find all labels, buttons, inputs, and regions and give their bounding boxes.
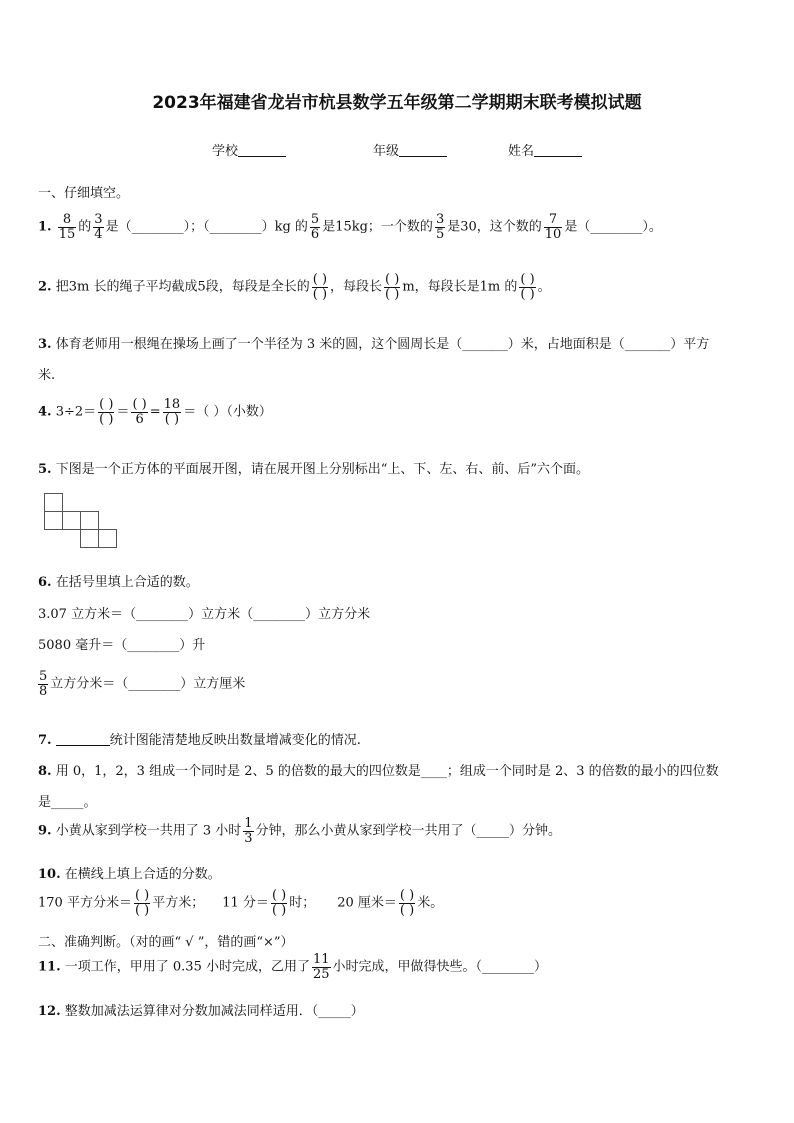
q7-number: 7. [38, 733, 52, 748]
q4-equals-2: = [149, 404, 161, 420]
question-4 [38, 398, 272, 426]
q11-number: 11. [38, 959, 61, 975]
info-grade [373, 140, 447, 159]
q1-text-4: 是30，这个数的 [447, 219, 542, 235]
net-cell [80, 511, 99, 530]
q9-fraction [243, 817, 253, 845]
q10-answer-fraction-b[interactable] [271, 889, 287, 917]
q1-text-5: 是（________）。 [564, 219, 662, 235]
info-name [508, 140, 582, 159]
frac-num: 5 [310, 212, 320, 227]
q2-text-2: ，每段长 [330, 279, 383, 295]
frac-num: ( ) [520, 272, 535, 287]
q5-number: 5. [38, 462, 52, 477]
frac-num: ( ) [132, 397, 147, 412]
school-blank[interactable] [238, 155, 286, 157]
question-11 [38, 953, 547, 981]
q9-text-2: 分钟，那么小黄从家到学校一共用了（_____）分钟。 [255, 823, 562, 839]
q10-items [38, 889, 443, 917]
q6-line-1: 3.07 立方米＝（________）立方米（________）立方分米 [38, 607, 371, 622]
frac-den: 10 [544, 226, 562, 242]
question-9 [38, 817, 561, 845]
frac-num: ( ) [312, 272, 328, 287]
frac-num: ( ) [99, 397, 114, 412]
q2-answer-fraction-1[interactable] [312, 273, 328, 301]
q10-answer-fraction-c[interactable] [399, 889, 415, 917]
question-10 [38, 863, 221, 882]
q1-fraction-5 [544, 213, 563, 241]
q4-equals-1: ＝ [116, 404, 130, 420]
q2-text-1: 把3m 长的绳子平均截成5段，每段是全长的 [55, 279, 310, 295]
question-1 [38, 213, 662, 241]
info-school [212, 140, 286, 159]
q2-answer-fraction-3[interactable] [519, 273, 535, 301]
q4-expression-start: 3÷2＝ [55, 404, 97, 420]
q11-fraction [312, 953, 331, 981]
frac-num: 7 [544, 213, 563, 228]
frac-num: 3 [435, 212, 445, 227]
q6-fraction [38, 670, 48, 698]
q10-number: 10. [38, 867, 61, 882]
q3-text: 体育老师用一根绳在操场上画了一个半径为 3 米的圆，这个圆周长是（_______）米，占地面积是（_______）平方 [55, 337, 710, 352]
q4-answer-fraction-2[interactable] [131, 398, 147, 426]
question-6 [38, 571, 199, 590]
frac-den: ( ) [399, 902, 415, 918]
name-label: 姓名 [508, 144, 535, 159]
frac-den: ( ) [134, 902, 150, 918]
q6-line-3 [36, 670, 245, 698]
frac-den: ( ) [99, 411, 114, 427]
grade-blank[interactable] [399, 155, 447, 157]
net-cell [98, 529, 117, 548]
q1-fraction-3 [310, 213, 320, 241]
frac-den: 8 [39, 683, 48, 699]
q8-text: 用 0，1，2，3 组成一个同时是 2、5 的倍数的最大的四位数是____；组成一个同时是 2、3 的倍数的最小的四位数 [55, 764, 719, 779]
frac-den: 6 [310, 226, 320, 242]
question-12 [38, 1000, 364, 1019]
q6-number: 6. [38, 575, 52, 590]
frac-den: ( ) [385, 286, 400, 302]
cube-net-figure [44, 493, 126, 553]
net-cell [44, 511, 63, 530]
question-2 [38, 273, 551, 301]
q4-number: 4. [38, 404, 52, 420]
frac-num: 18 [163, 397, 181, 412]
q1-number: 1. [38, 219, 52, 235]
q7-text: 统计图能清楚地反映出数量增减变化的情况. [109, 733, 361, 748]
frac-den: ( ) [520, 286, 535, 302]
q1-fraction-2 [93, 213, 103, 241]
q9-number: 9. [38, 823, 52, 839]
q8-number: 8. [38, 764, 52, 779]
q11-text-2: 小时完成，甲做得快些。（________） [332, 959, 548, 975]
frac-num: 3 [94, 212, 103, 227]
question-8 [38, 760, 719, 779]
q10-item-a: 170 平方分米＝ [38, 895, 132, 911]
question-7 [38, 729, 361, 748]
q10-item-c-unit: 米。 [417, 895, 444, 911]
q1-fraction-1 [58, 213, 77, 241]
q10-item-a-unit: 平方米； [152, 895, 205, 911]
q10-item-b: 11 分＝ [222, 895, 269, 911]
frac-num: 11 [312, 952, 330, 967]
q1-text-2: 是（________）；（________）kg 的 [105, 219, 308, 235]
q6-line-3-text: 立方分米＝（________）立方厘米 [50, 676, 246, 692]
frac-num: ( ) [271, 888, 287, 903]
q12-text: 整数加减法运算律对分数加减法同样适用．（_____） [64, 1004, 364, 1019]
q4-answer-fraction-1[interactable] [98, 398, 114, 426]
q1-fraction-4 [435, 213, 445, 241]
q2-number: 2. [38, 279, 52, 295]
frac-den: 4 [94, 226, 103, 242]
q1-text-1: 的 [78, 219, 92, 235]
q8-continuation: 是_____。 [38, 795, 97, 810]
frac-num: ( ) [399, 888, 415, 903]
frac-den: 25 [312, 966, 330, 982]
net-cell [62, 511, 81, 530]
frac-den: ( ) [312, 286, 328, 302]
frac-num: 5 [39, 669, 48, 684]
net-cell [44, 493, 63, 512]
question-5 [38, 458, 589, 477]
q2-text-3: m，每段长是1m 的 [402, 279, 518, 295]
frac-den: ( ) [164, 411, 180, 427]
q10-item-c: 20 厘米＝ [337, 895, 397, 911]
q4-tail: ＝（ ）（小数） [183, 404, 272, 420]
q1-text-3: 是15kg；一个数的 [322, 219, 433, 235]
q10-text: 在横线上填上合适的分数。 [64, 867, 221, 882]
frac-num: 1 [244, 816, 253, 831]
frac-den: 5 [435, 226, 445, 242]
q5-text: 下图是一个正方体的平面展开图，请在展开图上分别标出“上、下、左、右、前、后”六个面。 [55, 462, 590, 477]
frac-num: ( ) [385, 272, 400, 287]
frac-den: 3 [244, 830, 253, 846]
page-title: 2023年福建省龙岩市杭县数学五年级第二学期期末联考模拟试题 [152, 93, 642, 113]
q3-continuation: 米. [38, 368, 56, 383]
frac-den: 15 [58, 226, 76, 242]
school-label: 学校 [212, 144, 239, 159]
section-2-heading: 二、准确判断。（对的画“ √ ”，错的画“×”） [38, 935, 294, 950]
frac-den: 6 [135, 411, 144, 427]
q9-text-1: 小黄从家到学校一共用了 3 小时 [55, 823, 242, 839]
question-3 [38, 333, 709, 352]
net-cell [80, 529, 99, 548]
name-blank[interactable] [534, 155, 582, 157]
q4-answer-fraction-3[interactable] [163, 398, 182, 426]
frac-den: ( ) [271, 902, 287, 918]
q3-number: 3. [38, 337, 52, 352]
section-1-heading: 一、仔细填空。 [38, 186, 130, 201]
q6-line-2: 5080 毫升＝（________）升 [38, 638, 206, 653]
frac-num: 8 [58, 213, 77, 228]
q12-number: 12. [38, 1004, 61, 1019]
q11-text-1: 一项工作，甲用了 0.35 小时完成，乙用了 [64, 959, 310, 975]
q6-text: 在括号里填上合适的数。 [55, 575, 199, 590]
q2-text-4: 。 [537, 279, 551, 295]
q10-item-b-unit: 时； [289, 895, 316, 911]
q10-answer-fraction-a[interactable] [134, 889, 150, 917]
grade-label: 年级 [373, 144, 400, 159]
frac-num: ( ) [134, 888, 150, 903]
q2-answer-fraction-2[interactable] [384, 273, 400, 301]
q7-answer-blank[interactable] [56, 744, 110, 746]
